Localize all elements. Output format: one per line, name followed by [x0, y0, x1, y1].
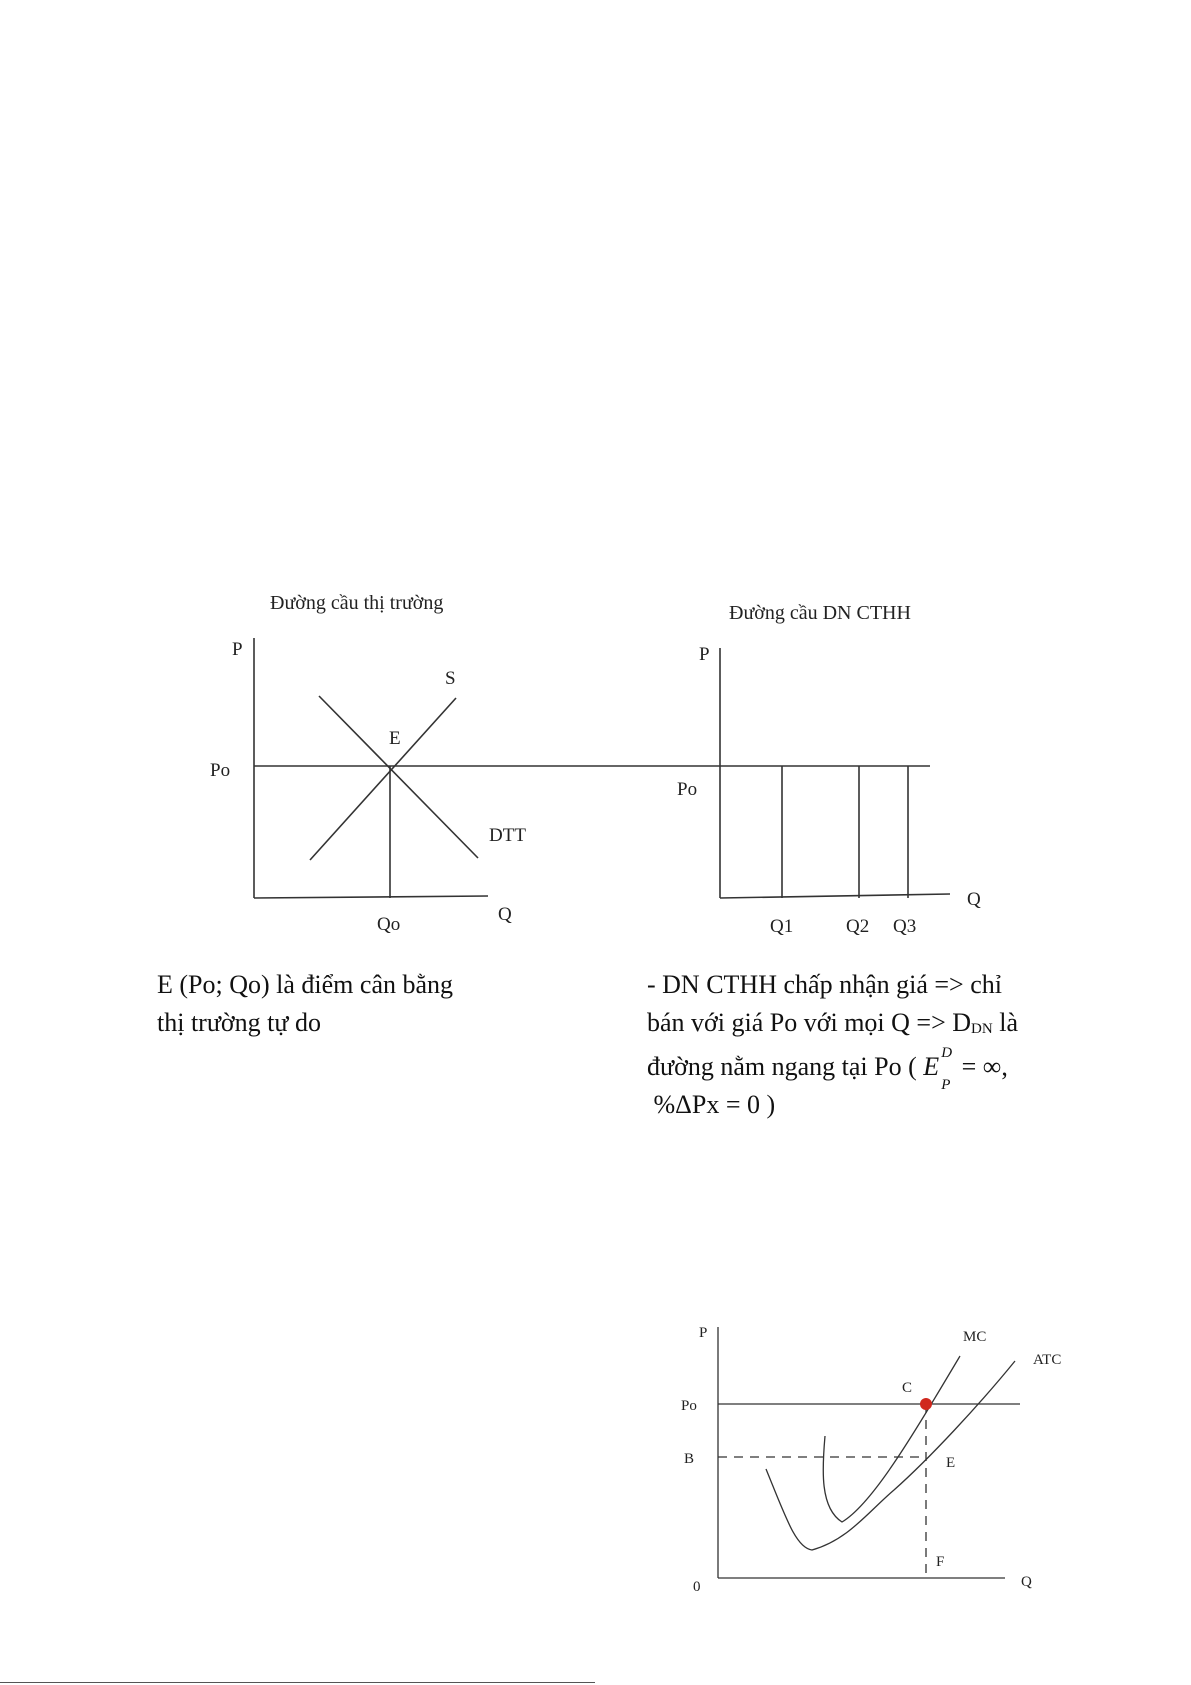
- market-x-axis-label: Q: [498, 904, 512, 925]
- equilibrium-point-label: E: [389, 728, 401, 749]
- elasticity-sub: P: [941, 1077, 951, 1093]
- firm-y-axis-label: P: [699, 644, 710, 665]
- supply-curve-label: S: [445, 668, 456, 689]
- right-line-2b: là: [992, 1008, 1018, 1037]
- firm-chart-title: Đường cầu DN CTHH: [729, 602, 911, 624]
- equilibrium-quantity-label: Qo: [377, 914, 401, 935]
- firm-x-axis: [720, 894, 950, 898]
- elasticity-symbol: [923, 1045, 955, 1093]
- point-f-label: F: [936, 1554, 945, 1570]
- firm-price-label: Po: [677, 779, 698, 800]
- atc-curve: [766, 1361, 1015, 1550]
- point-c-label: C: [902, 1380, 913, 1396]
- elasticity-sup: D: [941, 1045, 953, 1061]
- right-line-3a: đường nằm ngang tại Po (: [647, 1052, 924, 1081]
- right-line-1: - DN CTHH chấp nhận giá => chỉ: [647, 970, 1002, 999]
- cost-origin-label: 0: [693, 1579, 701, 1595]
- left-paragraph: [157, 966, 537, 1042]
- q1-label: Q1: [770, 916, 794, 937]
- cost-price-label-b: B: [684, 1451, 695, 1467]
- right-paragraph: [647, 966, 1067, 1124]
- firm-x-axis-label: Q: [967, 889, 981, 910]
- q2-label: Q2: [846, 916, 870, 937]
- cost-x-axis-label: Q: [1021, 1574, 1032, 1590]
- point-e-label: E: [946, 1455, 956, 1471]
- q3-label: Q3: [893, 916, 917, 937]
- supply-curve: [310, 698, 456, 860]
- mc-label: MC: [963, 1329, 987, 1345]
- right-line-2a: bán với giá Po với mọi Q => D: [647, 1008, 972, 1037]
- cost-chart: [681, 1325, 1061, 1595]
- left-line-2: thị trường tự do: [157, 1008, 321, 1037]
- firm-chart: [677, 602, 981, 937]
- demand-curve-label: DTT: [489, 825, 526, 846]
- atc-label: ATC: [1033, 1352, 1062, 1368]
- cost-price-label-po: Po: [681, 1398, 697, 1414]
- market-chart: [210, 592, 930, 935]
- cost-y-axis-label: P: [699, 1325, 708, 1341]
- demand-curve: [319, 696, 478, 858]
- point-c-marker: [920, 1398, 932, 1410]
- market-x-axis: [254, 896, 488, 898]
- right-line-4: %ΔPx = 0 ): [647, 1090, 776, 1119]
- left-line-1: E (Po; Qo) là điểm cân bằng: [157, 970, 454, 999]
- market-y-axis-label: P: [232, 639, 243, 660]
- market-price-label: Po: [210, 760, 231, 781]
- mc-curve: [823, 1356, 960, 1522]
- elasticity-base: E: [923, 1052, 940, 1081]
- d-dn-subscript: DN: [971, 1021, 993, 1037]
- market-chart-title: Đường cầu thị trường: [270, 592, 444, 614]
- footer-rule: [0, 1682, 595, 1683]
- right-line-3b: = ∞,: [955, 1052, 1008, 1081]
